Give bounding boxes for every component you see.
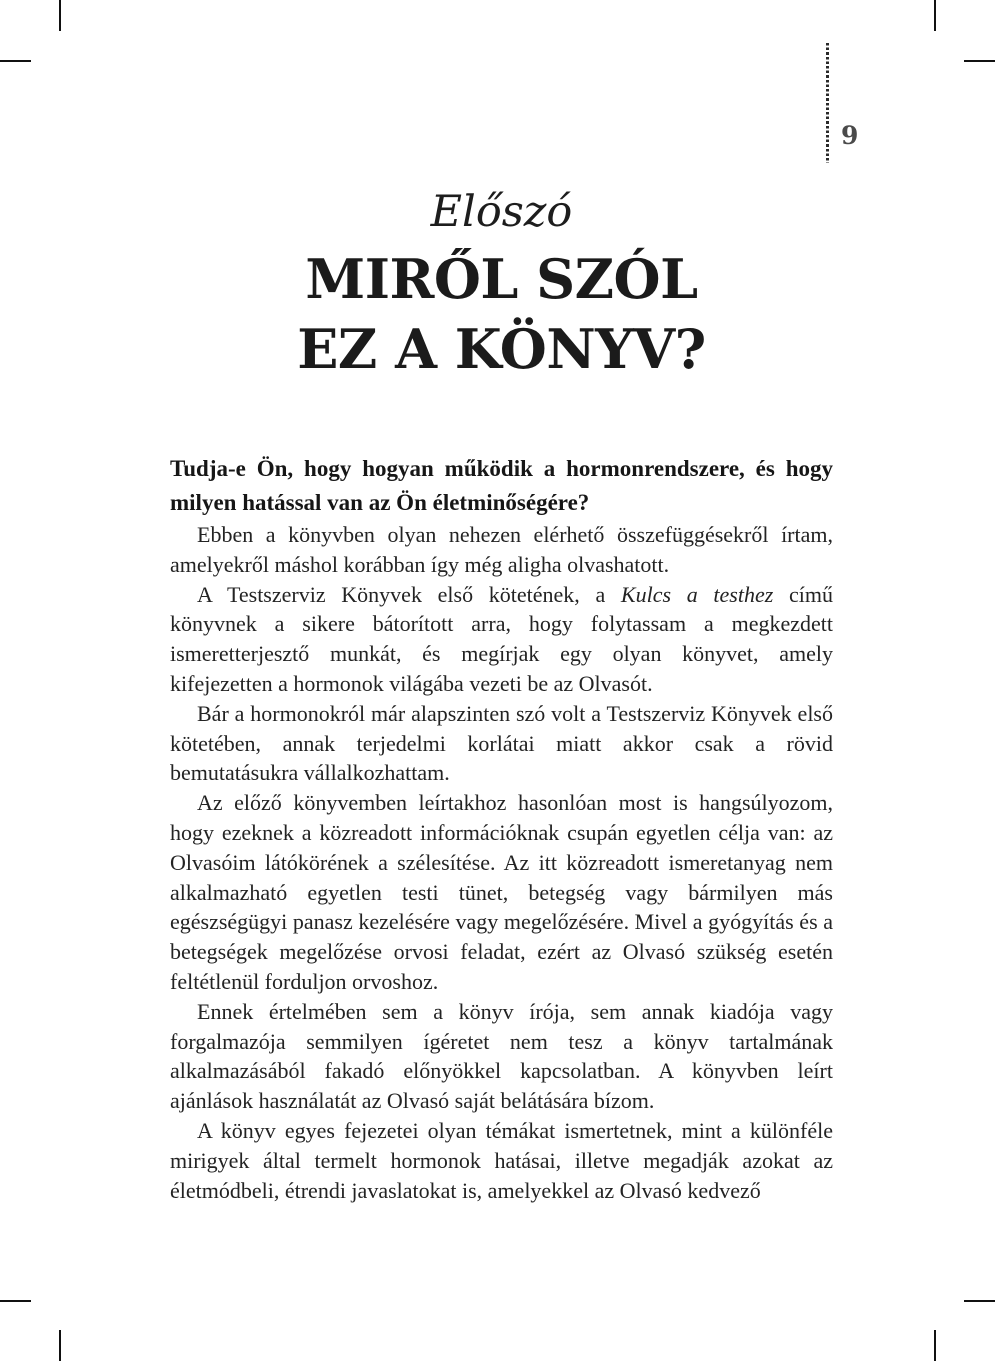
lead-question: Tudja-e Ön, hogy hogyan működik a hormonrendszere, és hogy milyen hatással van az Ön életminőségére? — [170, 456, 833, 515]
body-paragraph: Ennek értelmében sem a könyv írója, sem annak kiadója vagy forgalmazója semmilyen ígéretet nem tesz a könyv tartalmának alkalmazásából fakadó előnyökkel kapcsolatban. A könyvben leírt ajánlások használatát az Olvasó saját belátására bízom. — [170, 998, 833, 1114]
chapter-title-line1: MIRŐL SZÓL — [305, 247, 698, 311]
body-paragraph: Bár a hormonokról már alapszinten szó volt a Testszerviz Könyvek első kötetében, annak terjedelmi korlátai miatt akkor csak a rövid bemutatásukra vállalkozhattam. — [170, 700, 833, 786]
crop-mark-top-left-horizontal-icon — [0, 60, 31, 62]
content-column — [170, 186, 833, 1205]
crop-mark-bottom-right-horizontal-icon — [964, 1300, 995, 1302]
page-number: 9 — [841, 121, 859, 150]
body-paragraph: Ebben a könyvben olyan nehezen elérhető összefüggésekről írtam, amelyekről máshol korábban így még aligha olvashatott. — [170, 522, 833, 577]
crop-mark-bottom-right-vertical-icon — [934, 1330, 936, 1361]
chapter-title — [170, 244, 833, 384]
body-paragraph: Az előző könyvemben leírtakhoz hasonlóan most is hangsúlyozom, hogy ezeknek a közreadott információknak csupán egyetlen célja van: az Olvasóim látókörének a szélesítése. Az itt közreadott ismeretanyag nem alkalmazható egyetlen testi tünet, betegség vagy bármilyen más egészségügyi panasz kezelésére vagy megelőzésére. Mivel a gyógyítás és a betegségek megelőzése orvosi feladat, ezért az Olvasó szükség esetén feltétlenül forduljon orvoshoz. — [170, 790, 833, 994]
crop-mark-bottom-left-horizontal-icon — [0, 1300, 31, 1302]
crop-mark-top-right-horizontal-icon — [964, 60, 995, 62]
crop-mark-bottom-left-vertical-icon — [59, 1330, 61, 1361]
crop-mark-top-left-vertical-icon — [59, 0, 61, 31]
dotted-divider-icon — [826, 43, 829, 163]
crop-mark-top-right-vertical-icon — [934, 0, 936, 31]
body-paragraph: A könyv egyes fejezetei olyan témákat ismertetnek, mint a különféle mirigyek által termelt hormonok hatásai, illetve megadják azokat az életmódbeli, étrendi javaslatokat is, amelyekkel az Olvasó kedvező — [170, 1117, 833, 1203]
body-paragraphs — [170, 520, 833, 1205]
chapter-title-line2: EZ A KÖNYV? — [297, 317, 706, 381]
chapter-kicker: Előszó — [430, 187, 573, 237]
body-paragraph: A Testszerviz Könyvek első kötetének, a Kulcs a testhez című könyvnek a sikere bátorított arra, hogy folytassam a megkezdett ismeretterjesztő munkát, és megírjak egy olyan könyvet, amely kifejezetten a hormonok világába vezeti be az Olvasót. — [170, 581, 833, 696]
